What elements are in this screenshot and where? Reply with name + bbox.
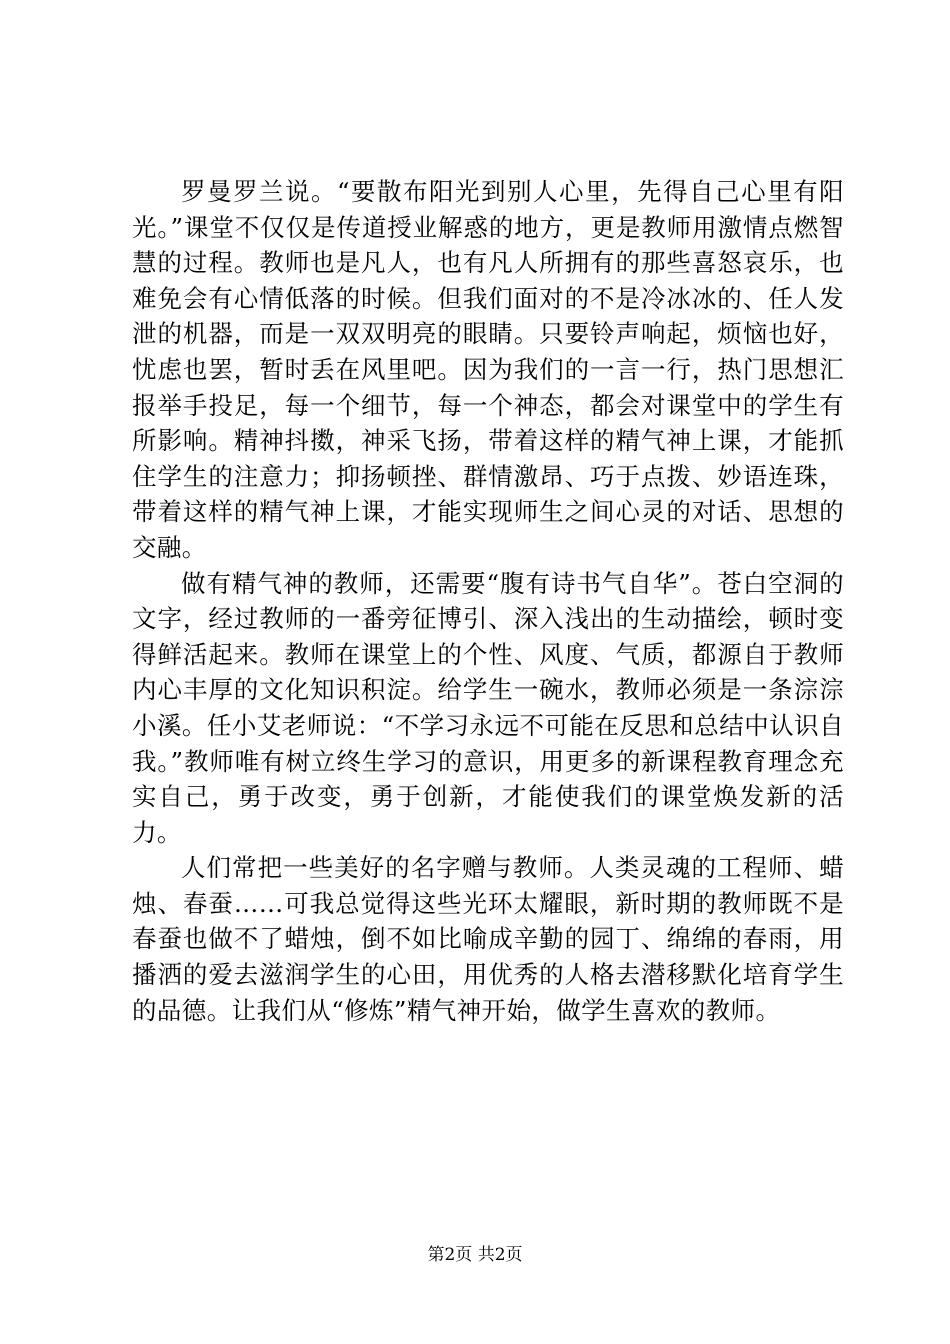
page-number-footer: 第2页 共2页 — [427, 1245, 523, 1265]
paragraph-1: 罗曼罗兰说。“要散布阳光到别人心里，先得自己心里有阳光。”课堂不仅仅是传道授业解惑的地方，更是教师用激情点燃智慧的过程。教师也是凡人，也有凡人所拥有的那些喜怒哀乐，也难免会有心情低落的时候。但我们面对的不是冷冰冰的、任人发泄的机器，而是一双双明亮的眼睛。只要铃声响起，烦恼也好，忧虑也罢，暂时丢在风里吧。因为我们的一言一行，热门思想汇报举手投足，每一个细节，每一个神态，都会对课堂中的学生有所影响。精神抖擞，神采飞扬，带着这样的精气神上课，才能抓住学生的注意力；抑扬顿挫、群情激昂、巧于点拨、妙语连珠，带着这样的精气神上课，才能实现师生之间心灵的对话、思想的交融。 — [132, 177, 844, 562]
body-text — [132, 174, 844, 1028]
paragraph-2: 做有精气神的教师，还需要“腹有诗书气自华”。苍白空洞的文字，经过教师的一番旁征博引、深入浅出的生动描绘，顿时变得鲜活起来。教师在课堂上的个性、风度、气质，都源自于教师内心丰厚的文化知识积淀。给学生一碗水，教师必须是一条淙淙小溪。任小艾老师说：“不学习永远不可能在反思和总结中认识自我。”教师唯有树立终生学习的意识，用更多的新课程教育理念充实自己，勇于改变，勇于创新，才能使我们的课堂焕发新的活力。 — [132, 568, 844, 847]
paragraph-3: 人们常把一些美好的名字赠与教师。人类灵魂的工程师、蜡烛、春蚕……可我总觉得这些光环太耀眼，新时期的教师既不是春蚕也做不了蜡烛，倒不如比喻成辛勤的园丁、绵绵的春雨，用播洒的爱去滋润学生的心田，用优秀的人格去潜移默化培育学生的品德。让我们从“修炼”精气神开始，做学生喜欢的教师。 — [132, 853, 844, 1025]
